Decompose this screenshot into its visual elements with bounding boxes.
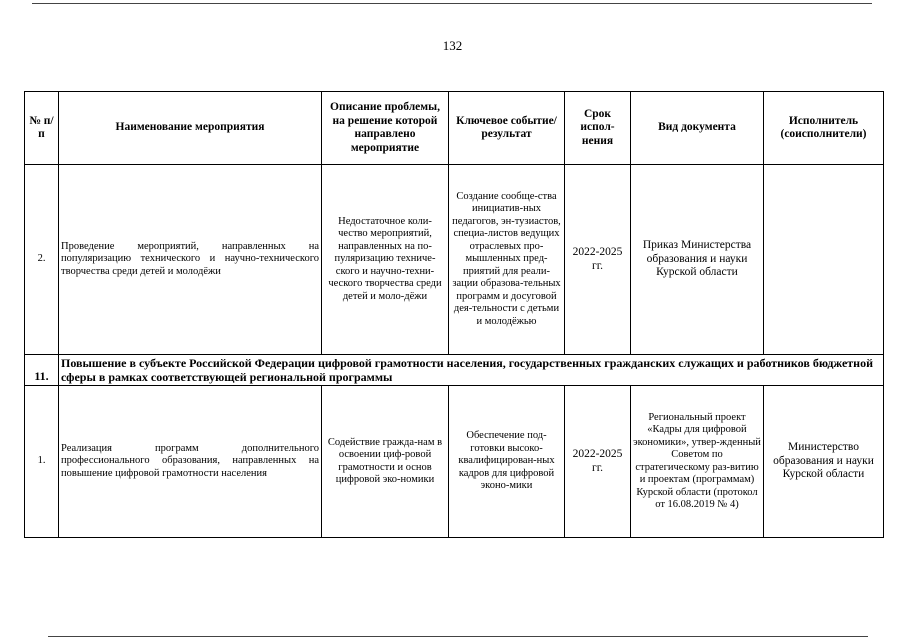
header-problem: Описание проблемы, на решение которой направлено мероприятие	[322, 92, 449, 165]
header-doc: Вид документа	[631, 92, 764, 165]
row-doc: Региональный проект «Кадры для цифровой экономики», утвер-жденный Советом по стратегическому раз-витию и проектам (программам) Курской области (протокол от 16.08.2019 № 4)	[631, 386, 764, 538]
page-number: 132	[442, 38, 463, 53]
row-doc: Приказ Министерства образования и науки Курской области	[631, 165, 764, 355]
row-term: 2022-2025 гг.	[565, 386, 631, 538]
row-event: Создание сообще-ства инициатив-ных педагогов, эн-тузиастов, специа-листов ведущих отраслевых про-мышленных пред-приятий для реали-зации образова-тельных программ и досуговой дея-тельности с детьми и молодёжью	[449, 165, 565, 355]
table-row	[25, 386, 884, 538]
scan-line-top	[32, 3, 872, 4]
header-executor: Исполнитель (соисполнители)	[764, 92, 884, 165]
row-event: Обеспечение под-готовки высоко-квалифицирован-ных кадров для цифровой эконо-мики	[449, 386, 565, 538]
row-executor	[764, 165, 884, 355]
row-problem: Недостаточное коли-чество мероприятий, направленных на по-пуляризацию техниче-ского и научно-техни-ческого творчества среди детей и моло-дёжи	[322, 165, 449, 355]
scan-line-bottom	[48, 636, 868, 637]
row-problem: Содействие гражда-нам в освоении циф-ровой грамотности и основ цифровой эко-номики	[322, 386, 449, 538]
header-event: Ключевое событие/ результат	[449, 92, 565, 165]
header-term: Срок испол-нения	[565, 92, 631, 165]
section-row	[25, 355, 884, 386]
row-name: Проведение мероприятий, направленных на популяризацию технического и научно-технического творчества среди детей и молодёжи	[59, 165, 322, 355]
header-row	[25, 92, 884, 165]
row-name: Реализация программ дополнительного профессионального образования, направленных на повышение цифровой грамотности населения	[59, 386, 322, 538]
action-plan-table	[24, 91, 884, 538]
header-num: № п/п	[25, 92, 59, 165]
header-name: Наименование мероприятия	[59, 92, 322, 165]
row-num: 1.	[25, 386, 59, 538]
row-executor: Министерство образования и науки Курской области	[764, 386, 884, 538]
section-title: Повышение в субъекте Российской Федерации цифровой грамотности населения, государственных гражданских служащих и работников бюджетной сферы в рамках соответствующей региональной программы	[59, 355, 884, 386]
row-term: 2022-2025 гг.	[565, 165, 631, 355]
table-row	[25, 165, 884, 355]
row-num: 2.	[25, 165, 59, 355]
section-num: 11.	[25, 355, 59, 386]
